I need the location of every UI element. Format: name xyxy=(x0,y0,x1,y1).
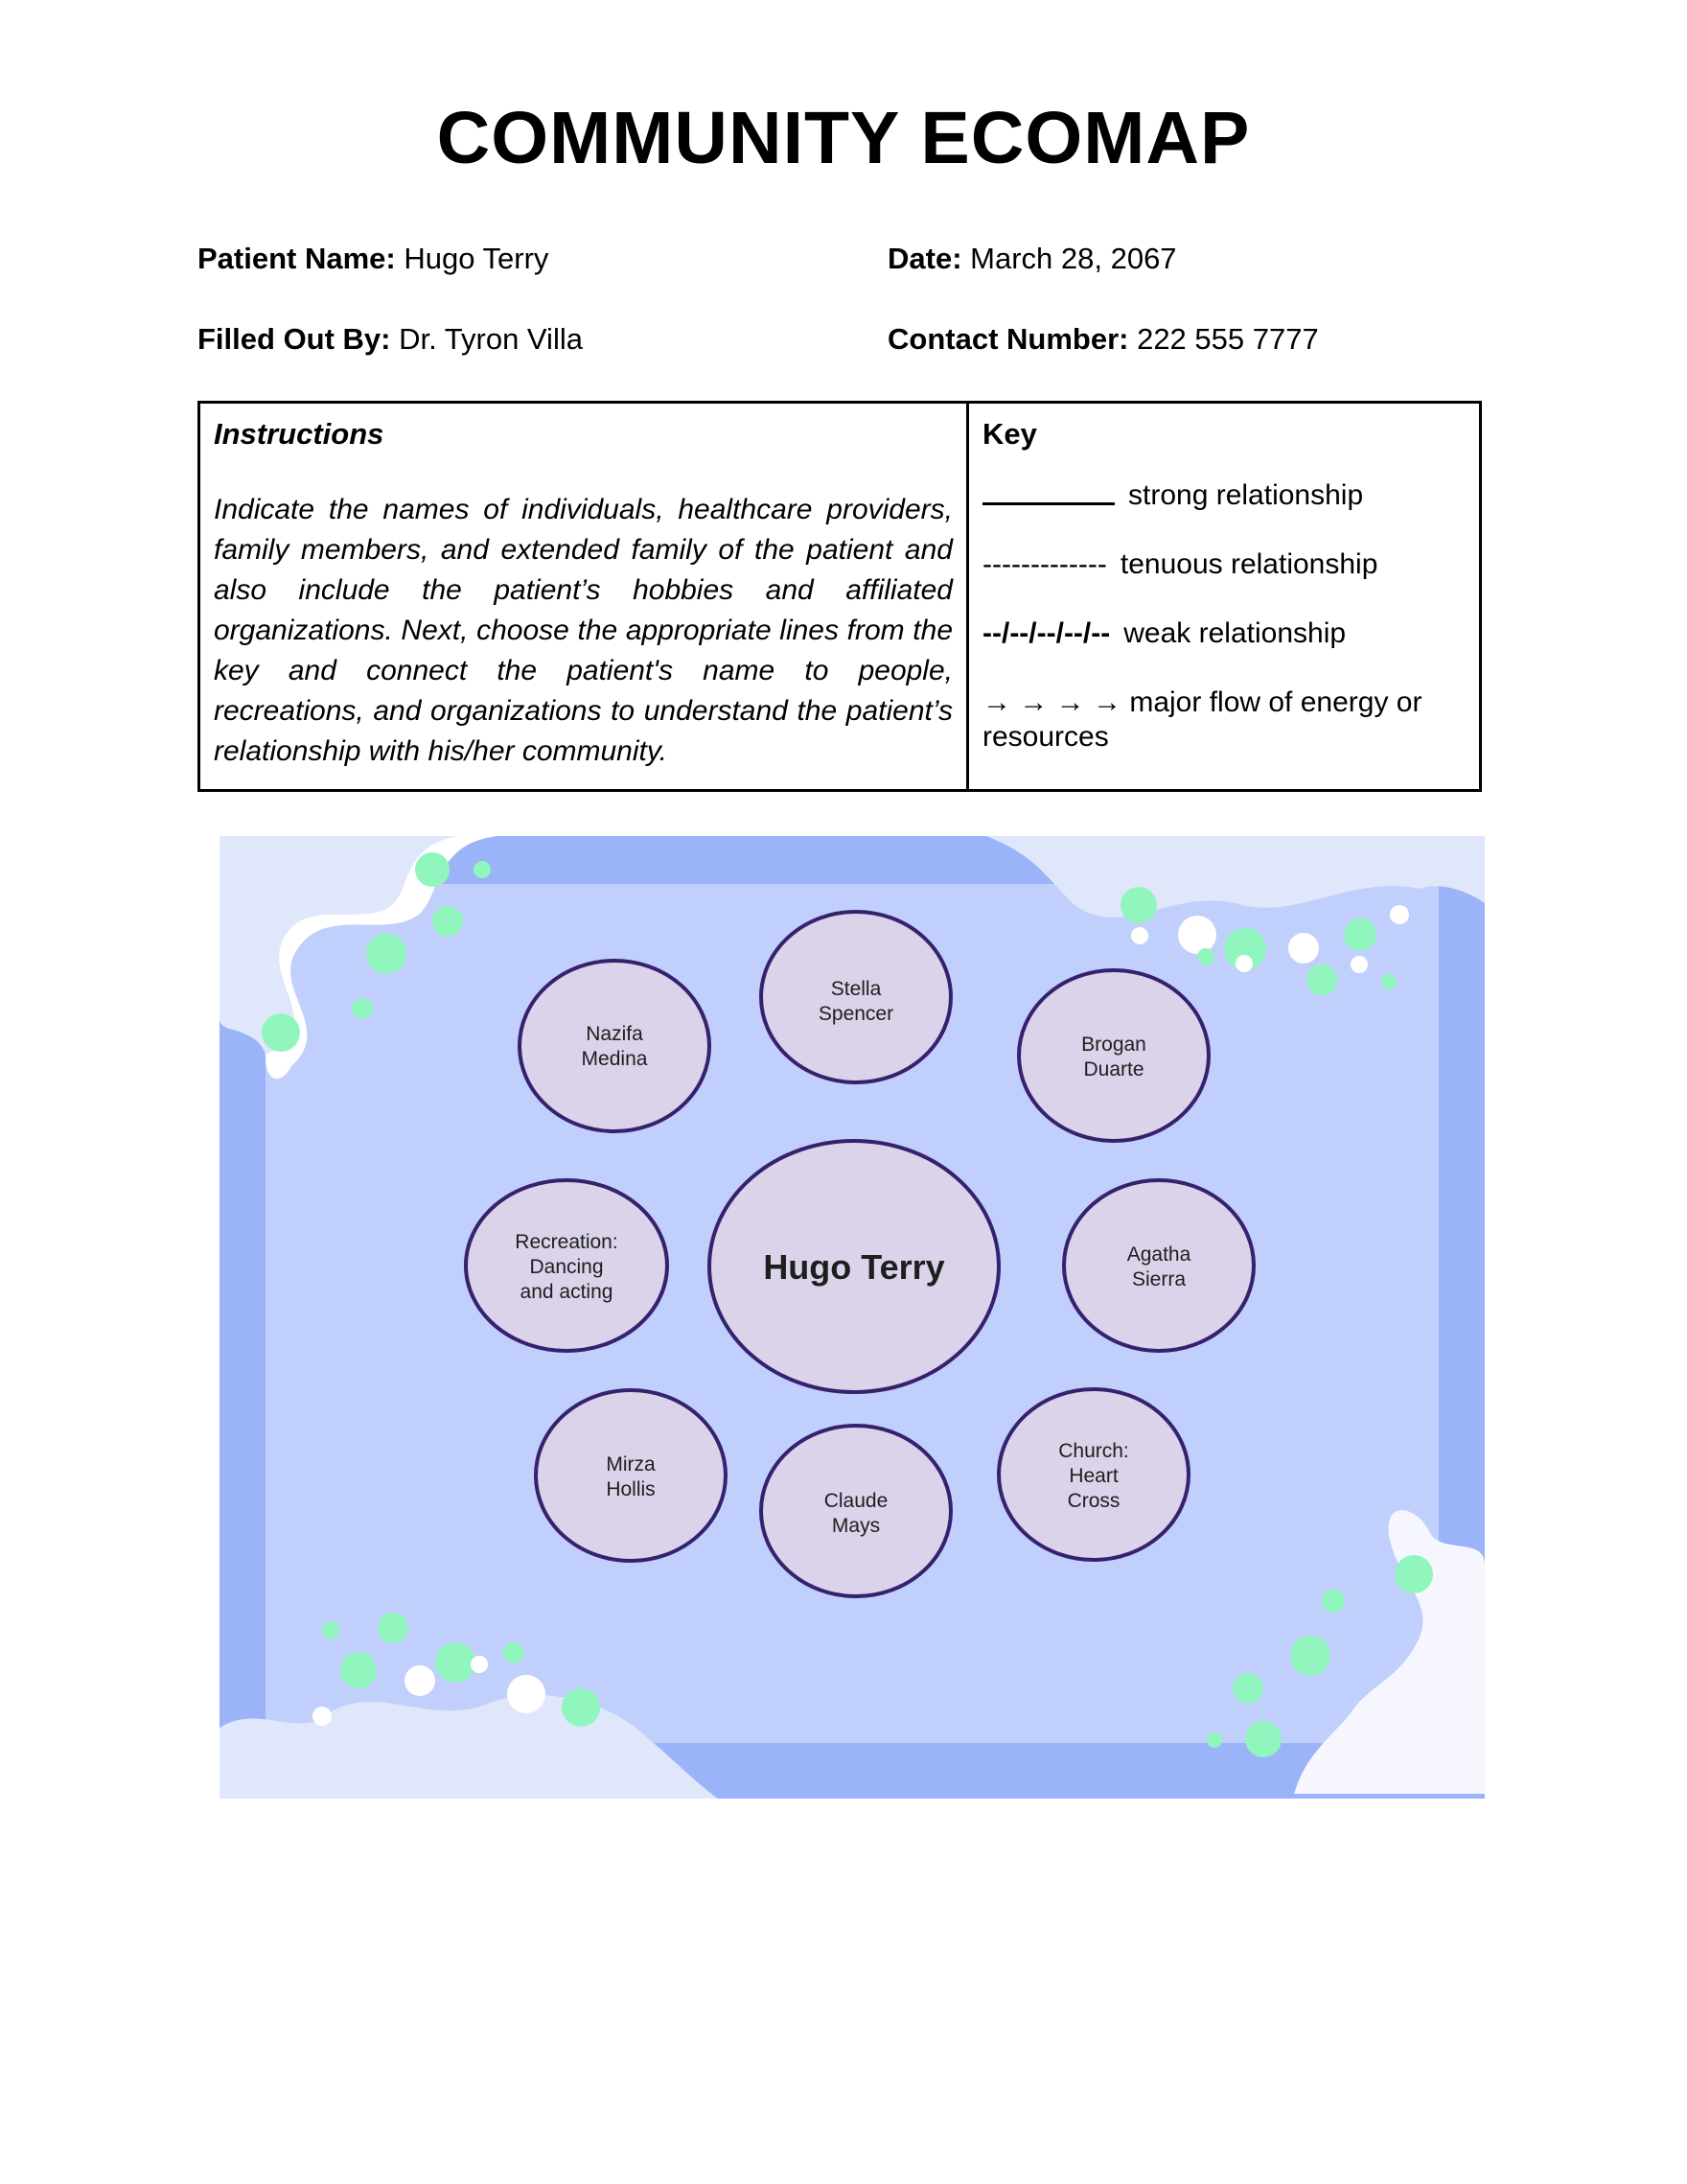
node-stella xyxy=(761,912,951,1082)
key-tenuous xyxy=(982,547,1466,582)
date-field xyxy=(888,242,1177,276)
bubble xyxy=(1288,933,1319,964)
filled-by-field xyxy=(197,322,583,357)
bubble xyxy=(378,1613,408,1643)
bubble xyxy=(1197,948,1214,965)
key-strong xyxy=(982,478,1466,513)
bubble xyxy=(1290,1636,1330,1676)
instructions-text: Indicate the names of individuals, healthcare providers, family members, and extended family of the patient and also include the patient’s hobbies and affiliated organizations. Next, choose the appropriate lines from the key and connect the patient's name to people, recreations, and organizations to understand the patient’s relationship with his/her community. xyxy=(214,494,953,767)
node-claude xyxy=(761,1426,951,1596)
bubble xyxy=(1351,956,1368,973)
bubble xyxy=(262,1013,300,1052)
frame-edge-bottom-right xyxy=(1274,1794,1485,1799)
node-church xyxy=(999,1389,1189,1560)
node-mirza-line-1: Mirza xyxy=(606,1453,656,1475)
slashed-line-symbol: --/--/--/--/-- xyxy=(982,617,1111,649)
key-major-label: → → → → major flow of energy or resources xyxy=(982,686,1422,753)
node-hugo-terry-label: Hugo Terry xyxy=(763,1247,945,1287)
bubble xyxy=(507,1675,545,1713)
node-nazifa-line-2: Medina xyxy=(581,1048,648,1070)
node-church-line-1: Church: xyxy=(1058,1440,1129,1462)
node-claude-line-1: Claude xyxy=(823,1490,889,1512)
node-nazifa xyxy=(520,961,709,1131)
bubble xyxy=(415,852,450,887)
node-stella-line-1: Stella xyxy=(830,978,882,1000)
instructions-key-table xyxy=(197,401,1482,792)
bubble xyxy=(366,934,406,974)
bubble xyxy=(1390,905,1409,924)
date-value: March 28, 2067 xyxy=(970,242,1177,275)
node-recreation-line-1: Recreation: xyxy=(515,1231,618,1253)
node-brogan-line-2: Duarte xyxy=(1083,1058,1144,1080)
node-mirza xyxy=(536,1390,726,1561)
node-stella-line-2: Spencer xyxy=(818,1003,894,1025)
key-strong-label: strong relationship xyxy=(1128,479,1364,511)
bubble xyxy=(503,1642,524,1663)
bubble xyxy=(435,1642,475,1683)
patient-name-value: Hugo Terry xyxy=(404,242,549,275)
node-recreation-line-2: Dancing xyxy=(529,1256,604,1278)
node-agatha-line-1: Agatha xyxy=(1126,1243,1191,1266)
instructions-cell xyxy=(200,404,969,789)
key-weak-label: weak relationship xyxy=(1123,617,1347,649)
page-title: COMMUNITY ECOMAP xyxy=(436,97,1251,179)
ecomap-diagram xyxy=(220,836,1485,1799)
dashed-line-symbol: ------------- xyxy=(982,548,1107,580)
node-recreation-line-3: and acting xyxy=(520,1281,613,1303)
bubble xyxy=(352,998,373,1019)
key-cell xyxy=(969,404,1479,789)
instructions-heading: Instructions xyxy=(214,417,384,451)
bubble xyxy=(432,906,463,937)
bubble xyxy=(1233,1673,1263,1704)
bubble xyxy=(340,1652,377,1688)
node-agatha xyxy=(1064,1180,1254,1351)
key-heading: Key xyxy=(982,417,1037,451)
node-hugo-terry xyxy=(709,1141,999,1392)
bubble xyxy=(404,1665,435,1696)
node-brogan-line-1: Brogan xyxy=(1081,1034,1146,1056)
bubble xyxy=(1395,1555,1433,1593)
bubble xyxy=(1306,964,1337,995)
solid-line-icon xyxy=(982,502,1115,505)
node-church-line-3: Cross xyxy=(1067,1490,1121,1512)
filled-by-label: Filled Out By: xyxy=(197,322,391,356)
filled-by-value: Dr. Tyron Villa xyxy=(399,322,583,356)
contact-field xyxy=(888,322,1319,357)
contact-label: Contact Number: xyxy=(888,322,1129,356)
node-claude-line-2: Mays xyxy=(831,1515,881,1537)
node-agatha-circle xyxy=(1064,1180,1254,1351)
bubble xyxy=(1207,1732,1222,1748)
patient-name-field xyxy=(197,242,548,276)
bubble xyxy=(1131,927,1148,944)
key-tenuous-label: tenuous relationship xyxy=(1120,548,1378,580)
node-brogan xyxy=(1019,970,1209,1141)
contact-value: 222 555 7777 xyxy=(1137,322,1319,356)
node-recreation xyxy=(466,1180,667,1351)
key-major xyxy=(982,685,1466,755)
bubble xyxy=(1245,1721,1282,1757)
bubble xyxy=(1178,916,1216,954)
bubble xyxy=(1344,918,1376,951)
key-weak xyxy=(982,616,1466,651)
bubble xyxy=(1236,955,1253,972)
bubble xyxy=(322,1621,339,1638)
bubble xyxy=(1322,1590,1345,1613)
node-nazifa-circle xyxy=(520,961,709,1131)
node-agatha-line-2: Sierra xyxy=(1131,1268,1187,1290)
bubble xyxy=(1121,887,1157,923)
node-nazifa-line-1: Nazifa xyxy=(586,1023,643,1045)
bubble xyxy=(1381,974,1397,989)
node-mirza-circle xyxy=(536,1390,726,1561)
node-church-line-2: Heart xyxy=(1069,1465,1119,1487)
bubble xyxy=(474,861,491,878)
node-mirza-line-2: Hollis xyxy=(606,1478,656,1500)
node-brogan-circle xyxy=(1019,970,1209,1141)
bubble xyxy=(471,1656,488,1673)
ecomap-svg xyxy=(220,836,1485,1799)
patient-name-label: Patient Name: xyxy=(197,242,396,275)
date-label: Date: xyxy=(888,242,962,275)
bubble xyxy=(562,1688,600,1727)
bubble xyxy=(312,1707,332,1726)
